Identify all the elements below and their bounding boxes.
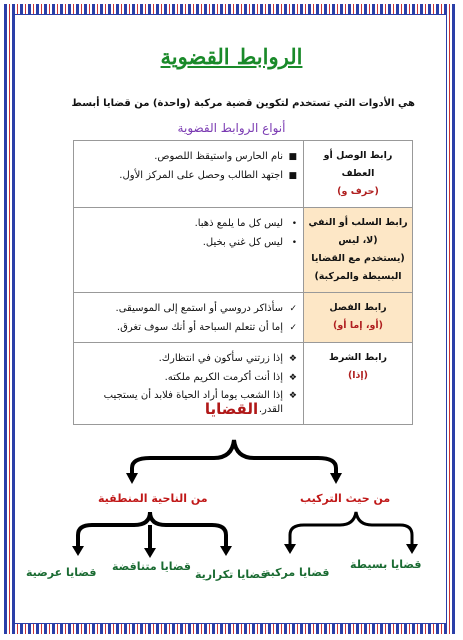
square-bullet-icon: ■ <box>288 170 297 181</box>
example-text: اجتهد الطالب وحصل على المركز الأول. <box>119 169 283 181</box>
diamond-bullet-icon: ❖ <box>288 391 297 402</box>
square-bullet-icon: ■ <box>288 152 297 162</box>
tree-root: القضايا <box>204 400 259 418</box>
example-text: إما أن تتعلم السباحة أو أنك سوف تغرق. <box>116 321 283 333</box>
row-label-sub: (إذا) <box>347 370 369 382</box>
arrow-head-icon <box>144 548 156 558</box>
row-label: رابط الوصل أو العطف <box>323 150 393 180</box>
example-text: نام الحارس واستيقظ اللصوص. <box>154 151 283 162</box>
row-label-sub: (يستخدم مع القضايا البسيطة والمركبة) <box>311 253 405 283</box>
example-text: إذا أنت أكرمت الكريم ملكته. <box>164 371 283 383</box>
arrow-head-icon <box>126 473 138 484</box>
leaf-compound: قضايا مركبة <box>264 566 330 579</box>
arrow-head-icon <box>72 546 84 556</box>
row-label: رابط الفصل <box>329 302 387 314</box>
dot-bullet-icon: • <box>291 219 297 230</box>
row-label: رابط الشرط <box>328 352 388 364</box>
arrow-head-icon <box>284 544 296 554</box>
example-text: إذا زرتني سأكون في انتظارك. <box>158 353 283 365</box>
checkmark-icon: ✓ <box>289 322 297 333</box>
arrow-head-icon <box>220 546 232 556</box>
right-brace <box>290 512 412 546</box>
types-heading: أنواع الروابط القضوية <box>177 121 286 135</box>
leaf-contradictory: قضايا متناقضة <box>112 560 191 573</box>
arrow-head-icon <box>330 473 342 484</box>
definition-text: هي الأدوات التي تستخدم لتكوين قضية مركبة (واحدة) من قضايا أبسط <box>71 98 415 109</box>
page-title: الروابط القضوية <box>160 44 303 69</box>
checkmark-icon: ✓ <box>289 304 297 315</box>
diamond-bullet-icon: ❖ <box>288 354 297 365</box>
branch-structure: من حيث التركيب <box>300 492 391 505</box>
example-text: سأذاكر دروسي أو استمع إلى الموسيقى. <box>115 303 283 315</box>
leaf-accidental: قضايا عرضية <box>26 566 97 579</box>
dot-bullet-icon: • <box>291 237 297 248</box>
leaf-simple: قضايا بسيطة <box>350 558 422 571</box>
diamond-bullet-icon: ❖ <box>288 372 297 383</box>
branch-logical: من الناحية المنطقية <box>98 492 208 505</box>
example-text: ليس كل ما يلمع ذهبا. <box>194 218 283 230</box>
leaf-repetitive: قضايا تكرارية <box>195 568 268 581</box>
row-label-sub: (حرف و) <box>337 186 379 198</box>
arrow-head-icon <box>406 544 418 554</box>
example-text: ليس كل غني بخيل. <box>202 236 283 248</box>
row-label-text: رابط السلب أو النفي (لا، ليس <box>308 217 408 247</box>
row-label-sub: (أو، إما أو) <box>333 320 383 332</box>
example-text: إذا الشعب يوما أراد الحياة فلابد أن يستجيب القدر. <box>103 390 283 415</box>
root-brace <box>132 440 336 475</box>
